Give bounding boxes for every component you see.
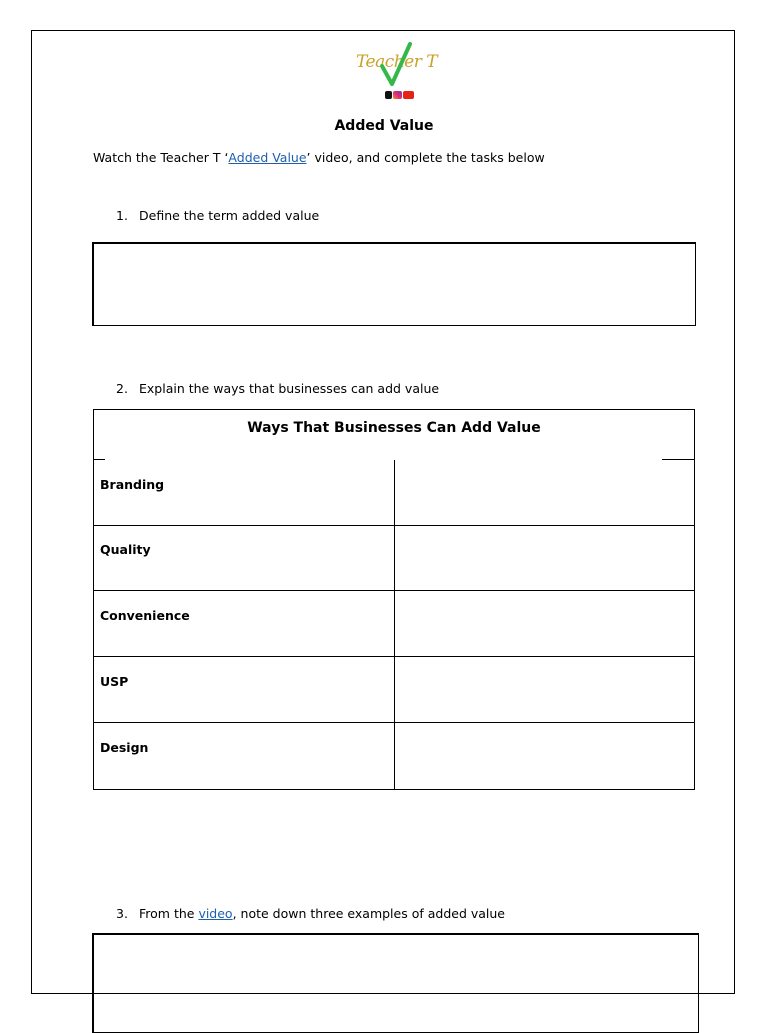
question-number: 2. [116,381,128,396]
table-row [94,657,694,723]
tiktok-icon [385,91,392,99]
question-number: 1. [116,208,128,223]
logo-text: Teacher T [356,52,438,72]
row-label-convenience: Convenience [100,608,190,623]
added-value-link[interactable]: Added Value [228,150,307,165]
row-label-usp: USP [100,674,129,689]
question-3 [116,906,505,921]
table-header [93,409,695,461]
instagram-icon [393,91,402,99]
intro-text [93,150,545,165]
table-title: Ways That Businesses Can Add Value [247,420,541,436]
row-label-quality: Quality [100,542,151,557]
page-title: Added Value [334,118,434,134]
question-1 [116,208,319,223]
question-text: Explain the ways that businesses can add value [139,381,440,396]
table-row [94,460,694,526]
question-number: 3. [116,906,128,921]
intro-after: ’ video, and complete the tasks below [306,150,545,165]
question-2 [116,381,439,396]
social-icons [385,91,414,100]
intro-before: Watch the Teacher T ‘ [93,150,229,165]
video-link[interactable]: video [198,906,233,921]
table-row [94,525,694,591]
table-row [94,591,694,657]
ways-table [93,460,695,790]
question-after: , note down three examples of added value [232,906,505,921]
answer-box-1[interactable] [92,242,696,326]
row-label-design: Design [100,740,149,755]
youtube-icon [403,91,414,99]
question-text: Define the term added value [139,208,320,223]
answer-box-3[interactable] [92,933,699,1033]
table-row [94,723,694,789]
question-before: From the [139,906,199,921]
row-label-branding: Branding [100,477,165,492]
